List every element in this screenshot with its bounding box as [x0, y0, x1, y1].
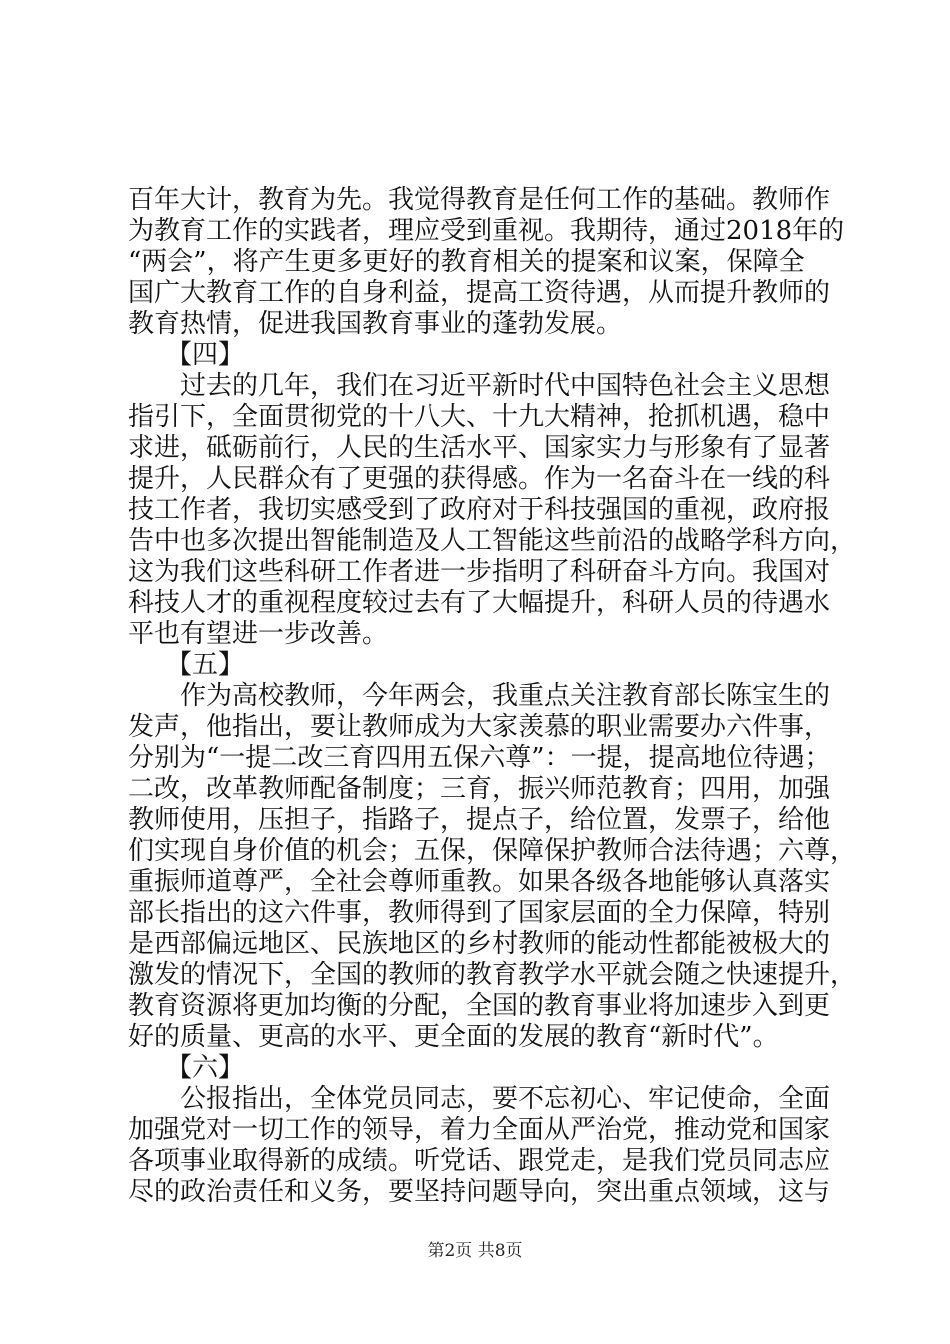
text-line: 们实现自身价值的机会；五保，保障保护教师合法待遇；六尊，: [128, 836, 857, 866]
text-line: 好的质量、更高的水平、更全面的发展的教育“新时代”。: [128, 1022, 779, 1052]
section-heading: 【六】: [166, 1053, 245, 1083]
text-line: 教育热情，促进我国教育事业的蓬勃发展。: [128, 309, 623, 339]
text-line: 指引下，全面贯彻党的十八大、十九大精神，抢抓机遇，稳中: [128, 402, 831, 432]
text-line: 平也有望进一步改善。: [128, 619, 389, 649]
text-line: 是西部偏远地区、民族地区的乡村教师的能动性都能被极大的: [128, 929, 831, 959]
text-line: 技工作者，我切实感受到了政府对于科技强国的重视，政府报: [128, 495, 831, 525]
text-line: 公报指出，全体党员同志，要不忘初心、牢记使命，全面: [180, 1084, 831, 1114]
text-line: 百年大计，教育为先。我觉得教育是任何工作的基础。教师作: [128, 185, 831, 215]
text-line: 加强党对一切工作的领导，着力全面从严治党，推动党和国家: [128, 1115, 831, 1145]
text-line: 教育资源将更加均衡的分配，全国的教育事业将加速步入到更: [128, 991, 831, 1021]
text-line: 重振师道尊严，全社会尊师重教。如果各级各地能够认真落实: [128, 867, 831, 897]
text-line: 为教育工作的实践者，理应受到重视。我期待，通过2018年的: [128, 216, 845, 246]
text-line: 科技人才的重视程度较过去有了大幅提升，科研人员的待遇水: [128, 588, 831, 618]
text-line: 求进，砥砺前行，人民的生活水平、国家实力与形象有了显著: [128, 433, 831, 463]
text-line: 告中也多次提出智能制造及人工智能这些前沿的战略学科方向，: [128, 526, 857, 556]
text-line: 尽的政治责任和义务，要坚持问题导向，突出重点领域，这与: [128, 1177, 831, 1207]
text-line: 部长指出的这六件事，教师得到了国家层面的全力保障，特别: [128, 898, 831, 928]
text-line: 国广大教育工作的自身利益，提高工资待遇，从而提升教师的: [128, 278, 831, 308]
text-line: 提升，人民群众有了更强的获得感。作为一名奋斗在一线的科: [128, 464, 831, 494]
text-line: 发声，他指出，要让教师成为大家羡慕的职业需要办六件事，: [128, 712, 831, 742]
text-line: 过去的几年，我们在习近平新时代中国特色社会主义思想: [180, 371, 831, 401]
text-line: 各项事业取得新的成绩。听党话、跟党走，是我们党员同志应: [128, 1146, 831, 1176]
section-heading: 【五】: [166, 650, 245, 680]
text-line: 激发的情况下，全国的教师的教育教学水平就会随之快速提升，: [128, 960, 857, 990]
text-line: 这为我们这些科研工作者进一步指明了科研奋斗方向。我国对: [128, 557, 831, 587]
text-line: 教师使用，压担子，指路子，提点子，给位置，发票子，给他: [128, 805, 831, 835]
section-heading: 【四】: [166, 340, 245, 370]
text-line: 作为高校教师，今年两会，我重点关注教育部长陈宝生的: [180, 681, 831, 711]
text-line: 二改，改革教师配备制度；三育，振兴师范教育；四用，加强: [128, 774, 831, 804]
page-number: 第2页 共8页: [427, 1241, 523, 1261]
text-line: 分别为“一提二改三育四用五保六尊”：一提，提高地位待遇；: [128, 743, 831, 773]
text-line: “两会”，将产生更多更好的教育相关的提案和议案，保障全: [128, 247, 805, 277]
